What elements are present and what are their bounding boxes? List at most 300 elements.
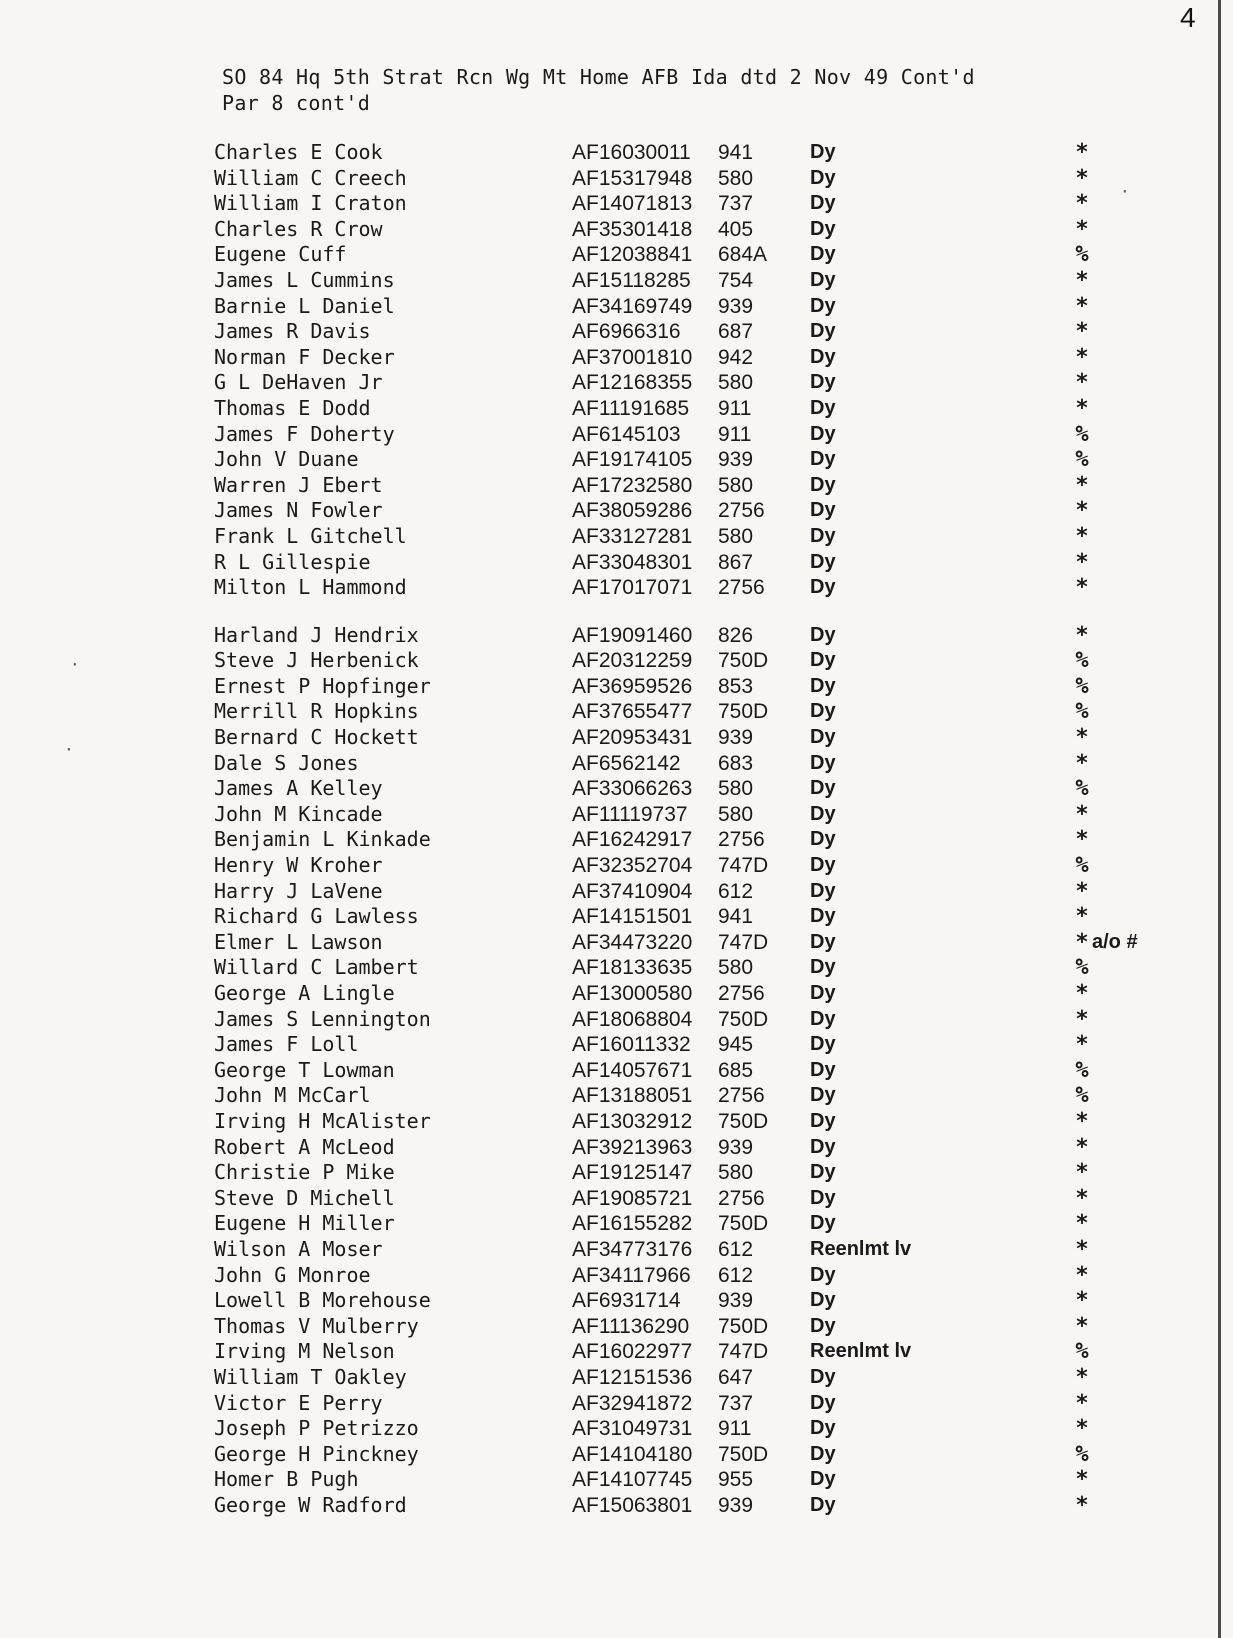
member-name: William T Oakley [214, 1364, 407, 1389]
margin-mark: * [1075, 293, 1089, 319]
mos-code: 867 [718, 550, 754, 574]
member-name: Charles R Crow [214, 216, 383, 241]
mos-code: 942 [718, 345, 754, 369]
roster-row [0, 166, 1233, 192]
margin-mark: * [1075, 549, 1089, 575]
margin-mark: * [1075, 1160, 1089, 1186]
member-name: Irving M Nelson [214, 1339, 395, 1364]
margin-mark: * [1075, 1390, 1089, 1416]
member-name: John V Duane [214, 447, 359, 472]
duty-status: Dy [810, 751, 836, 774]
scan-speck: · [64, 740, 74, 759]
mos-code: 685 [718, 1058, 754, 1082]
duty-status: Dy [810, 396, 836, 419]
member-name: Christie P Mike [214, 1160, 395, 1185]
roster-row [0, 1135, 1233, 1161]
member-name: James S Lennington [214, 1006, 431, 1031]
member-name: Charles E Cook [214, 140, 383, 164]
margin-mark: * [1075, 344, 1089, 370]
duty-status: Dy [810, 726, 836, 749]
duty-status: Dy [810, 1135, 836, 1158]
margin-mark: % [1075, 648, 1089, 674]
duty-status: Dy [810, 524, 836, 547]
roster-row [0, 1339, 1233, 1365]
margin-mark: % [1075, 699, 1089, 725]
margin-mark: % [1075, 776, 1089, 802]
roster-row [0, 473, 1233, 499]
mos-code: 683 [718, 751, 754, 775]
roster-row [0, 422, 1233, 448]
mos-code: 955 [718, 1468, 754, 1492]
member-name: George H Pinckney [214, 1441, 419, 1466]
margin-mark: * [1075, 575, 1089, 601]
member-name: Homer B Pugh [214, 1467, 359, 1492]
roster-row [0, 955, 1233, 981]
service-number: AF20953431 [572, 726, 693, 750]
margin-mark: * [1075, 1313, 1089, 1339]
service-number: AF13188051 [572, 1084, 693, 1108]
roster-row [0, 217, 1233, 243]
duty-status: Dy [810, 1289, 836, 1312]
member-name: Robert A McLeod [214, 1134, 395, 1159]
service-number: AF15317948 [572, 166, 693, 190]
service-number: AF16030011 [572, 141, 691, 164]
member-name: Frank L Gitchell [214, 523, 407, 548]
roster-row [0, 1237, 1233, 1263]
roster-row [0, 345, 1233, 371]
mos-code: 687 [718, 320, 754, 344]
roster-row [0, 370, 1233, 396]
roster-row [0, 930, 1233, 956]
mos-code: 2756 [718, 499, 765, 523]
margin-mark: * [1075, 1211, 1089, 1237]
roster-row [0, 1391, 1233, 1417]
member-name: G L DeHaven Jr [214, 370, 383, 395]
member-name: Irving H McAlister [214, 1108, 431, 1133]
mos-code: 580 [718, 956, 754, 980]
roster-row [0, 1007, 1233, 1033]
mos-code: 750D [718, 700, 769, 724]
duty-status: Dy [810, 217, 836, 240]
member-name: Barnie L Daniel [214, 293, 395, 318]
duty-status: Dy [810, 1007, 836, 1030]
member-name: Willard C Lambert [214, 955, 419, 980]
service-number: AF16155282 [572, 1212, 693, 1236]
margin-mark: * [1075, 395, 1089, 421]
roster-row [0, 1186, 1233, 1212]
margin-mark: * [1075, 750, 1089, 776]
margin-mark: % [1075, 1057, 1089, 1083]
duty-status: Dy [810, 1033, 836, 1056]
margin-mark: * [1075, 622, 1089, 648]
roster-row [0, 1467, 1233, 1493]
margin-mark: % [1075, 447, 1089, 473]
roster-row [0, 550, 1233, 576]
mos-code: 750D [718, 649, 769, 673]
member-name: Benjamin L Kinkade [214, 827, 431, 852]
service-number: AF33127281 [572, 524, 693, 548]
header-line-1: SO 84 Hq 5th Strat Rcn Wg Mt Home AFB Ida dtd 2 Nov 49 Cont'd [222, 65, 975, 89]
service-number: AF11191685 [572, 396, 690, 420]
margin-mark: * [1075, 1185, 1089, 1211]
roster-row [0, 268, 1233, 294]
mos-code: 754 [718, 268, 754, 292]
roster-row [0, 191, 1233, 217]
member-name: Steve D Michell [214, 1185, 395, 1210]
mos-code: 747D [718, 1340, 769, 1364]
roster-row [0, 319, 1233, 345]
roster-row [0, 498, 1233, 524]
member-name: Thomas E Dodd [214, 395, 371, 420]
member-name: Harry J LaVene [214, 878, 383, 903]
margin-mark: * [1075, 472, 1089, 498]
duty-status: Dy [810, 1161, 836, 1184]
roster-row [0, 1160, 1233, 1186]
duty-status: Dy [810, 345, 836, 368]
mos-code: 580 [718, 166, 754, 190]
mos-code: 939 [718, 1135, 754, 1159]
member-name: James N Fowler [214, 498, 383, 523]
member-name: Eugene H Miller [214, 1211, 395, 1236]
roster-row [0, 1263, 1233, 1289]
roster-gap [0, 601, 1233, 623]
member-name: James L Cummins [214, 267, 395, 292]
member-name: Dale S Jones [214, 750, 359, 775]
duty-status: Dy [810, 1365, 836, 1388]
roster-row [0, 827, 1233, 853]
roster-row [0, 1365, 1233, 1391]
page-number: 4 [1180, 2, 1196, 33]
member-name: Harland J Hendrix [214, 622, 419, 647]
mos-code: 405 [718, 217, 754, 241]
margin-mark: * [1075, 319, 1089, 345]
mos-code: 580 [718, 371, 754, 395]
member-name: George T Lowman [214, 1057, 395, 1082]
roster-row [0, 1032, 1233, 1058]
service-number: AF34473220 [572, 930, 693, 954]
duty-status: Dy [810, 1186, 836, 1209]
margin-mark: % [1075, 1441, 1089, 1467]
roster-row [0, 699, 1233, 725]
margin-mark: * [1075, 1108, 1089, 1134]
member-name: Bernard C Hockett [214, 725, 419, 750]
roster-row [0, 776, 1233, 802]
service-number: AF12151536 [572, 1365, 693, 1389]
mos-code: 747D [718, 854, 769, 878]
service-number: AF14057671 [572, 1058, 693, 1082]
margin-mark: * [1075, 929, 1089, 955]
margin-mark: * [1075, 1236, 1089, 1262]
service-number: AF6931714 [572, 1289, 681, 1313]
margin-mark: * [1075, 165, 1089, 191]
margin-mark: % [1075, 1083, 1089, 1109]
margin-mark: * [1075, 370, 1089, 396]
duty-status: Dy [810, 268, 836, 291]
mos-code: 750D [718, 1442, 769, 1466]
margin-mark: % [1075, 421, 1089, 447]
mos-code: 580 [718, 1161, 754, 1185]
mos-code: 612 [718, 1263, 754, 1287]
scan-speck: · [70, 655, 80, 674]
service-number: AF17232580 [572, 473, 693, 497]
duty-status: Dy [810, 550, 836, 573]
personnel-roster [0, 140, 1233, 1518]
mos-code: 750D [718, 1212, 769, 1236]
mos-code: 853 [718, 674, 754, 698]
duty-status: Dy [810, 1058, 836, 1081]
margin-mark: * [1075, 140, 1089, 165]
roster-row [0, 648, 1233, 674]
mos-code: 911 [718, 422, 752, 446]
service-number: AF14151501 [572, 905, 693, 929]
service-number: AF14107745 [572, 1468, 693, 1492]
mos-code: 580 [718, 524, 754, 548]
service-number: AF32352704 [572, 854, 693, 878]
roster-row [0, 1416, 1233, 1442]
duty-status: Dy [810, 828, 836, 851]
roster-row [0, 981, 1233, 1007]
member-name: James F Doherty [214, 421, 395, 446]
roster-row [0, 1493, 1233, 1519]
duty-status: Dy [810, 623, 836, 646]
mos-code: 647 [718, 1365, 754, 1389]
service-number: AF16022977 [572, 1340, 693, 1364]
duty-status: Dy [810, 141, 836, 163]
duty-status: Dy [810, 1084, 836, 1107]
member-name: James R Davis [214, 319, 371, 344]
mos-code: 750D [718, 1314, 769, 1338]
margin-mark: * [1075, 1006, 1089, 1032]
service-number: AF34773176 [572, 1237, 693, 1261]
margin-mark: % [1075, 242, 1089, 268]
duty-status: Dy [810, 1442, 836, 1465]
duty-status: Dy [810, 320, 836, 343]
duty-status: Dy [810, 473, 836, 496]
duty-status: Dy [810, 1417, 836, 1440]
service-number: AF16242917 [572, 828, 693, 852]
margin-mark: * [1075, 1262, 1089, 1288]
mos-code: 750D [718, 1007, 769, 1031]
member-name: Victor E Perry [214, 1390, 383, 1415]
service-number: AF12168355 [572, 371, 693, 395]
member-name: Henry W Kroher [214, 853, 383, 878]
roster-row [0, 1314, 1233, 1340]
member-name: Steve J Herbenick [214, 648, 419, 673]
margin-mark: * [1075, 1492, 1089, 1518]
member-name: Norman F Decker [214, 344, 395, 369]
duty-status: Dy [810, 982, 836, 1004]
margin-mark: * [1075, 1032, 1089, 1058]
service-number: AF16011332 [572, 1033, 691, 1057]
member-name: Elmer L Lawson [214, 929, 383, 954]
service-number: AF35301418 [572, 217, 693, 241]
margin-mark: * [1075, 1467, 1089, 1493]
service-number: AF11119737 [572, 802, 688, 826]
member-name: Joseph P Petrizzo [214, 1416, 419, 1441]
duty-status: Dy [810, 674, 836, 697]
member-name: William I Craton [214, 191, 407, 216]
mos-code: 2756 [718, 828, 765, 852]
roster-row [0, 904, 1233, 930]
mos-code: 939 [718, 294, 754, 318]
duty-status: Dy [810, 243, 836, 266]
duty-status: Dy [810, 1493, 836, 1516]
service-number: AF6145103 [572, 422, 681, 446]
service-number: AF38059286 [572, 499, 693, 523]
service-number: AF33048301 [572, 550, 693, 574]
duty-status: Reenlmt lv [810, 1237, 912, 1260]
member-name: Thomas V Mulberry [214, 1313, 419, 1338]
roster-row [0, 575, 1233, 601]
duty-status: Dy [810, 1212, 836, 1235]
service-number: AF13032912 [572, 1109, 693, 1133]
duty-status: Dy [810, 879, 836, 902]
roster-row [0, 1109, 1233, 1135]
roster-row [0, 1083, 1233, 1109]
roster-row [0, 802, 1233, 828]
roster-row [0, 396, 1233, 422]
mos-code: 939 [718, 448, 754, 472]
service-number: AF18133635 [572, 956, 693, 980]
roster-row [0, 447, 1233, 473]
duty-status: Reenlmt lv [810, 1340, 912, 1363]
mos-code: 939 [718, 1289, 754, 1313]
margin-mark: * [1075, 1288, 1089, 1314]
service-number: AF19085721 [572, 1186, 693, 1210]
service-number: AF34117966 [572, 1263, 691, 1287]
mos-code: 2756 [718, 1084, 765, 1108]
duty-status: Dy [810, 448, 836, 471]
mos-code: 750D [718, 1109, 769, 1133]
member-name: Richard G Lawless [214, 904, 419, 929]
duty-status: Dy [810, 1263, 836, 1286]
margin-mark: * [1075, 523, 1089, 549]
roster-row [0, 242, 1233, 268]
member-name: Milton L Hammond [214, 575, 407, 600]
duty-status: Dy [810, 649, 836, 672]
service-number: AF36959526 [572, 674, 693, 698]
service-number: AF17017071 [572, 576, 693, 600]
mos-code: 747D [718, 930, 769, 954]
roster-row [0, 623, 1233, 649]
margin-mark: % [1075, 955, 1089, 981]
member-name: William C Creech [214, 165, 407, 190]
service-number: AF39213963 [572, 1135, 693, 1159]
margin-mark: * [1075, 878, 1089, 904]
mos-code: 941 [718, 905, 754, 929]
duty-status: Dy [810, 930, 836, 953]
member-name: John G Monroe [214, 1262, 371, 1287]
member-name: Ernest P Hopfinger [214, 673, 431, 698]
margin-mark: * [1075, 216, 1089, 242]
member-name: James A Kelley [214, 776, 383, 801]
duty-status: Dy [810, 166, 836, 189]
service-number: AF37001810 [572, 345, 693, 369]
service-number: AF19091460 [572, 623, 693, 647]
duty-status: Dy [810, 499, 836, 522]
service-number: AF18068804 [572, 1007, 693, 1031]
service-number: AF6562142 [572, 751, 681, 775]
duty-status: Dy [810, 422, 836, 445]
mos-code: 941 [718, 141, 754, 164]
margin-mark: % [1075, 1339, 1089, 1365]
mos-code: 2756 [718, 1186, 765, 1210]
service-number: AF15118285 [572, 268, 691, 292]
service-number: AF11136290 [572, 1314, 690, 1338]
member-name: Wilson A Moser [214, 1236, 383, 1261]
roster-row [0, 1442, 1233, 1468]
service-number: AF19174105 [572, 448, 693, 472]
duty-status: Dy [810, 576, 836, 599]
order-header [222, 64, 975, 116]
margin-mark: * [1075, 1364, 1089, 1390]
member-name: Lowell B Morehouse [214, 1288, 431, 1313]
service-number: AF33066263 [572, 777, 693, 801]
service-number: AF37655477 [572, 700, 693, 724]
margin-mark: * [1075, 1134, 1089, 1160]
margin-mark: * [1075, 827, 1089, 853]
duty-status: Dy [810, 371, 836, 394]
duty-status: Dy [810, 1109, 836, 1132]
service-number: AF32941872 [572, 1391, 693, 1415]
service-number: AF19125147 [572, 1161, 693, 1185]
service-number: AF14071813 [572, 192, 693, 216]
mos-code: 2756 [718, 576, 765, 600]
roster-row [0, 1211, 1233, 1237]
mos-code: 2756 [718, 982, 765, 1005]
duty-status: Dy [810, 905, 836, 928]
margin-mark: * [1075, 801, 1089, 827]
member-name: George A Lingle [214, 981, 395, 1005]
duty-status: Dy [810, 956, 836, 979]
mos-code: 580 [718, 777, 754, 801]
service-number: AF12038841 [572, 243, 693, 267]
service-number: AF31049731 [572, 1417, 693, 1441]
margin-mark: * [1075, 904, 1089, 930]
mos-code: 939 [718, 1493, 754, 1517]
mos-code: 684A [718, 243, 768, 267]
member-name: John M McCarl [214, 1083, 371, 1108]
mos-code: 911 [718, 396, 752, 420]
mos-code: 737 [718, 1391, 754, 1415]
margin-note: a/o # [1092, 930, 1138, 953]
scan-speck: · [1120, 182, 1130, 201]
roster-row [0, 294, 1233, 320]
roster-row [0, 524, 1233, 550]
mos-code: 612 [718, 879, 754, 903]
member-name: R L Gillespie [214, 549, 371, 574]
margin-mark: * [1075, 981, 1089, 1006]
duty-status: Dy [810, 802, 836, 825]
member-name: Warren J Ebert [214, 472, 383, 497]
roster-row [0, 1288, 1233, 1314]
roster-row [0, 853, 1233, 879]
roster-row [0, 674, 1233, 700]
duty-status: Dy [810, 1314, 836, 1337]
margin-mark: * [1075, 267, 1089, 293]
margin-mark: * [1075, 191, 1089, 217]
service-number: AF14104180 [572, 1442, 693, 1466]
service-number: AF15063801 [572, 1493, 693, 1517]
roster-row [0, 879, 1233, 905]
duty-status: Dy [810, 854, 836, 877]
duty-status: Dy [810, 1391, 836, 1414]
duty-status: Dy [810, 294, 836, 317]
roster-row [0, 140, 1233, 166]
margin-mark: % [1075, 673, 1089, 699]
mos-code: 737 [718, 192, 754, 216]
service-number: AF13000580 [572, 982, 693, 1005]
